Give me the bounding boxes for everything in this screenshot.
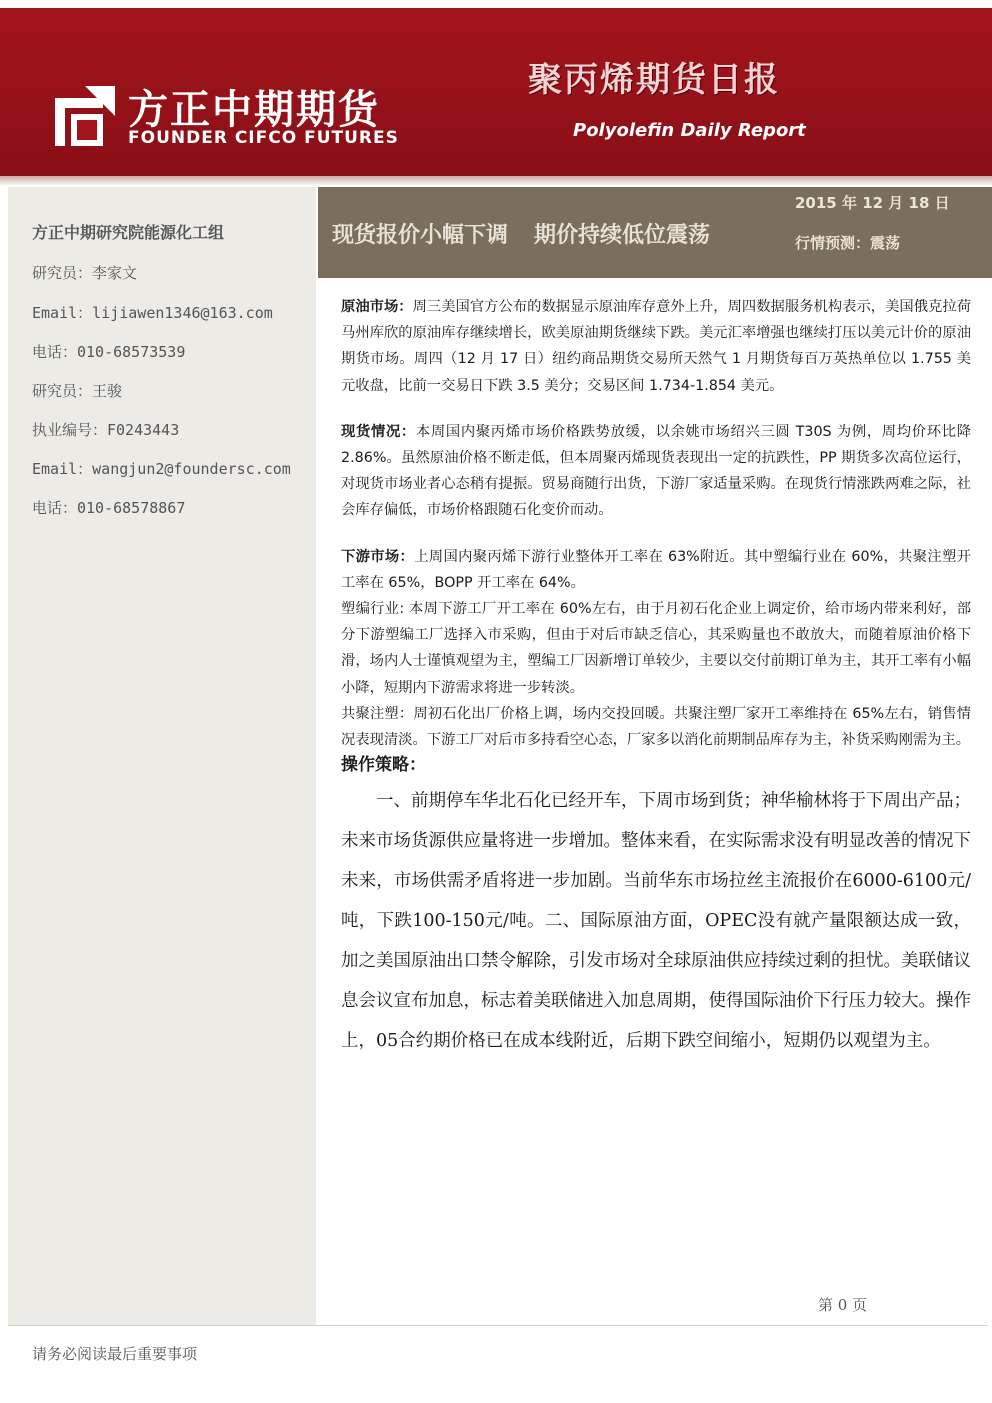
footer-disclaimer: 请务必阅读最后重要事项 bbox=[32, 1345, 198, 1363]
analyst-1-email[interactable]: Email：lijiawen1346@163.com bbox=[32, 304, 273, 322]
analyst-1-name: 研究员：李家文 bbox=[32, 264, 138, 282]
spot-text: 本周国内聚丙烯市场价格跌势放缓，以余姚市场绍兴三圆 T30S 为例，周均价环比降 2.86%。虽然原油价格不断走低，但本周聚丙烯现货表现出一定的抗跌性，PP 期货多次高位运行，对现货市场业者心态稍有提振。贸易商随行出货，下游厂家适量采购。在现货行情涨跌两难之际，社会库存偏低，市场价格跟随石化变价而动。 bbox=[341, 423, 971, 519]
analyst-2-email[interactable]: Email：wangjun2@foundersc.com bbox=[32, 460, 291, 478]
weaving-paragraph: 塑编行业: 本周下游工厂开工率在 60%左右，由于月初石化企业上调定价，给市场内带来利好，部分下游塑编工厂选择入市采购，但由于对后市缺乏信心，其采购量也不敢放大，而随着原油价格下滑，场内人士谨慎观望为主，塑编工厂因新增订单较少，主要以交付前期订单为主，其开工率有小幅小降，短期内下游需求将进一步转淡。 bbox=[341, 601, 971, 696]
analyst-2-phone: 电话：010-68578867 bbox=[32, 499, 186, 517]
header-divider bbox=[0, 176, 992, 186]
strategy-heading: 操作策略： bbox=[341, 755, 426, 776]
crude-paragraph bbox=[341, 294, 971, 399]
downstream-text: 上周国内聚丙烯下游行业整体开工率在 63%附近。其中塑编行业在 60%，共聚注塑开工率在 65%，BOPP 开工率在 64%。 bbox=[341, 548, 972, 591]
report-title: 聚丙烯期货日报 bbox=[528, 60, 780, 100]
company-logo-english: FOUNDER CIFCO FUTURES bbox=[128, 128, 399, 148]
spot-paragraph bbox=[341, 419, 971, 524]
report-date: 2015 年 12 月 18 日 bbox=[795, 194, 950, 212]
analyst-2-name: 研究员：王骏 bbox=[32, 382, 123, 400]
analyst-1-phone: 电话：010-68573539 bbox=[32, 343, 186, 361]
founder-logo-icon bbox=[55, 86, 115, 146]
strategy-paragraph: 一、前期停车华北石化已经开车，下周市场到货；神华榆林将于下周出产品；未来市场货源供应量将进一步增加。整体来看，在实际需求没有明显改善的情况下未来，市场供需矛盾将进一步加剧。当前华东市场拉丝主流报价在6000-6100元/吨，下跌100-150元/吨。二、国际原油方面，OPEC没有就产量限额达成一致，加之美国原油出口禁令解除，引发市场对全球原油供应持续过剩的担忧。美联储议息会议宣布加息，标志着美联储进入加息周期，使得国际油价下行压力较大。操作上，05合约期价格已在成本线附近，后期下跌空间缩小，短期仍以观望为主。 bbox=[341, 791, 971, 1052]
footer-divider bbox=[8, 1325, 988, 1326]
report-subtitle: Polyolefin Daily Report bbox=[573, 120, 806, 141]
downstream-label: 下游市场： bbox=[341, 548, 415, 565]
report-body bbox=[341, 294, 971, 1061]
market-forecast: 行情预测：震荡 bbox=[795, 234, 901, 252]
crude-label: 原油市场： bbox=[341, 299, 413, 315]
crude-text: 周三美国官方公布的数据显示原油库存意外上升，周四数据服务机构表示，美国俄克拉荷马州库欣的原油库存继续增长，欧美原油期货继续下跌。美元汇率增强也继续打压以美元计价的原油期货市场。周四（12 月 17 日）纽约商品期货交易所天然气 1 月期货每百万英热单位以 1.755 美元收盘，比前一交易日下跌 3.5 美分；交易区间 1.734-1.854 美元。 bbox=[341, 299, 971, 394]
page-number: 第 0 页 bbox=[818, 1296, 868, 1314]
sidebar-org: 方正中期研究院能源化工组 bbox=[32, 223, 225, 242]
analyst-2-license: 执业编号：F0243443 bbox=[32, 421, 180, 439]
spot-label: 现货情况： bbox=[341, 423, 416, 440]
headline-part1: 现货报价小幅下调 bbox=[332, 223, 509, 248]
headline bbox=[332, 218, 710, 249]
injection-paragraph: 共聚注塑：周初石化出厂价格上调，场内交投回暖。共聚注塑厂家开工率维持在 65%左右，销售情况表现清淡。下游工厂对后市多持看空心态，厂家多以消化前期制品库存为主，补货采购刚需为主。 bbox=[341, 705, 971, 749]
downstream-paragraph bbox=[341, 544, 971, 596]
company-logo-text: 方正中期期货 bbox=[128, 87, 380, 133]
headline-part2: 期价持续低位震荡 bbox=[534, 223, 711, 248]
